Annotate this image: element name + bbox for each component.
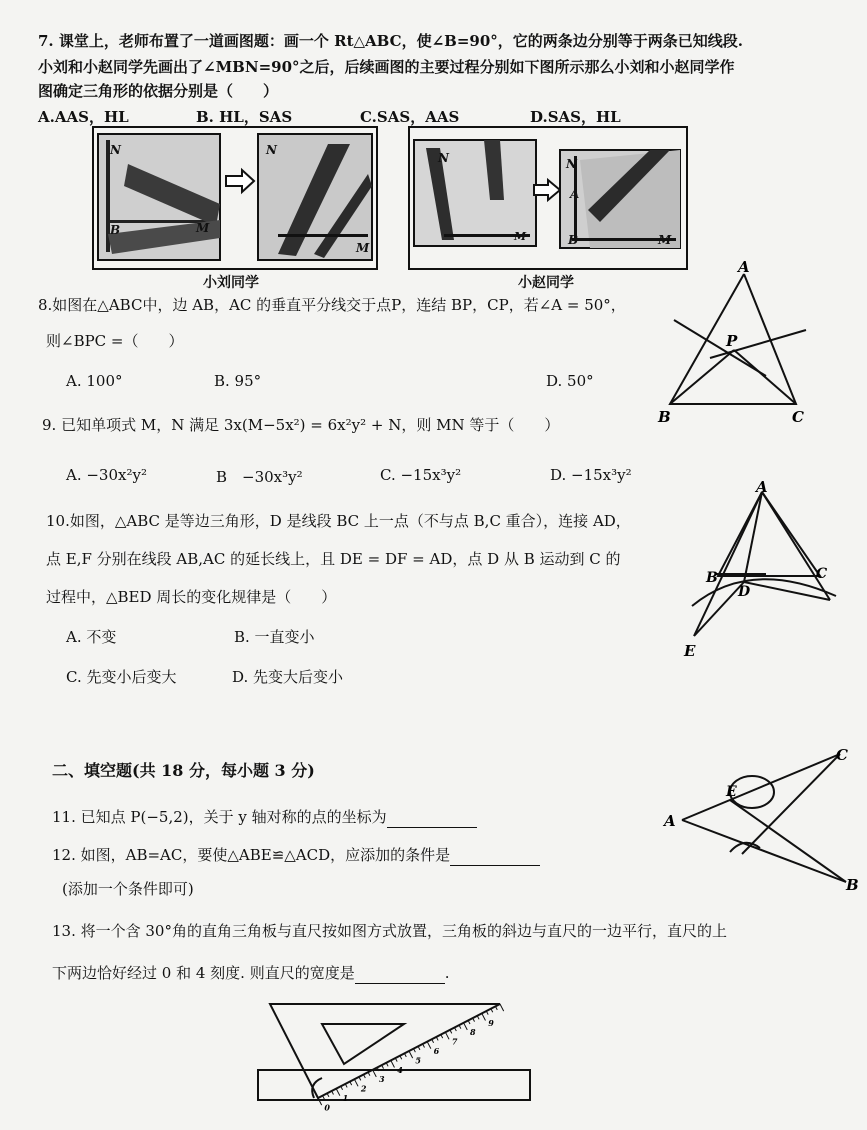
q11-answer-blank[interactable] [387, 813, 477, 828]
q10-option-c: C. 先变小后变大 [66, 668, 177, 686]
ruler-tick-label: 8 [470, 1027, 476, 1038]
photo4-label-m: M [658, 233, 672, 247]
ruler-tick-label: 9 [488, 1017, 494, 1028]
q7-caption-xiaoliu: 小刘同学 [203, 275, 259, 291]
q13-stem-line2 [52, 962, 449, 984]
q7-option-a: A.AAS，HL [38, 108, 129, 126]
photo1-label-m: M [196, 221, 210, 235]
q8-option-a: A. 100° [66, 372, 123, 390]
q7-photo-4 [560, 150, 680, 248]
q12-label-c: C [836, 746, 848, 764]
q8-label-b: B [658, 408, 671, 426]
q9-option-b: B −30x³y² [216, 468, 303, 486]
ruler-tick [500, 1004, 504, 1011]
q7-option-d: D.SAS，HL [530, 108, 621, 126]
ruler-tick-label: 1 [342, 1093, 349, 1104]
q8-label-a: A [738, 258, 750, 276]
ruler-tick [409, 1051, 413, 1058]
q10-option-b: B. 一直变小 [234, 628, 315, 646]
q7-photo-2 [258, 134, 372, 260]
ruler-tick [464, 1023, 468, 1030]
q13-figure-triangle-ruler [256, 994, 536, 1113]
q7-option-c: C.SAS，AAS [360, 108, 460, 126]
q13-answer-blank[interactable] [355, 969, 445, 984]
q8-option-b: B. 95° [214, 372, 262, 390]
photo1-label-n: N [110, 143, 121, 157]
q8-figure-triangle [656, 258, 816, 428]
q7-arrow-right [534, 180, 560, 200]
q7-photo-1 [98, 134, 220, 260]
q11-text: 11. 已知点 P(−5,2)，关于 y 轴对称的点的坐标为 [52, 808, 387, 826]
q10-label-e: E [684, 642, 696, 660]
ruler-tick-label: 6 [433, 1046, 440, 1057]
q7-photo-3 [414, 140, 536, 246]
q8-label-p: P [726, 332, 738, 350]
q12-text: 12. 如图，AB=AC，要使△ABE≌△ACD，应添加的条件是 [52, 846, 451, 864]
ruler-labels [324, 1018, 494, 1113]
ruler-tick-label: 0 [324, 1102, 331, 1113]
photo1-label-b: B [110, 223, 121, 237]
ruler-tick [354, 1079, 358, 1086]
q8-stem-line2: 则∠BPC =（ ） [46, 332, 184, 350]
q7-caption-xiaozhao: 小赵同学 [518, 275, 574, 291]
ruler-tick-label: 3 [379, 1074, 385, 1085]
q10-label-d: D [738, 584, 751, 600]
photo3-label-m: M [514, 230, 527, 243]
q8-label-c: C [792, 408, 804, 426]
ruler-tick [391, 1060, 395, 1067]
photo4-label-n: N [566, 157, 577, 171]
q9-stem-line1: 9. 已知单项式 M，N 满足 3x(M−5x²) = 6x²y² + N，则 MN 等于（ ） [42, 416, 560, 434]
ruler-ticks [318, 1004, 504, 1105]
q10-label-c: C [816, 566, 828, 582]
ruler-tick [427, 1042, 431, 1049]
photo4-label-a: A [570, 187, 580, 201]
q9-option-c: C. −15x³y² [380, 466, 462, 484]
ruler-tick [336, 1089, 340, 1096]
q11-stem [52, 806, 477, 828]
q8-option-d: D. 50° [546, 372, 594, 390]
q10-stem-line1: 10.如图，△ABC 是等边三角形，D 是线段 BC 上一点（不与点 B,C 重合），连接 AD， [46, 512, 631, 530]
section2-title: 二、填空题(共 18 分，每小题 3 分) [52, 761, 315, 780]
q10-option-d: D. 先变大后变小 [232, 668, 344, 686]
ruler-tick [482, 1013, 486, 1020]
ruler-tick [445, 1032, 449, 1039]
q10-option-a: A. 不变 [66, 628, 117, 646]
q9-option-a: A. −30x²y² [66, 466, 147, 484]
q12-answer-blank[interactable] [450, 851, 540, 866]
q12-label-e: E [726, 784, 737, 800]
q12-note: (添加一个条件即可) [62, 880, 194, 898]
q10-label-a: A [756, 478, 768, 496]
q7-option-b: B. HL，SAS [196, 108, 293, 126]
q12-figure [660, 740, 860, 896]
q12-label-b: B [846, 876, 859, 894]
q12-stem [52, 844, 540, 866]
ruler-tick-label: 5 [415, 1055, 422, 1066]
q10-figure-triangle [680, 478, 850, 660]
ruler-tick-label: 2 [360, 1083, 367, 1094]
q7-arrow-left [226, 170, 254, 192]
q10-stem-line2: 点 E,F 分别在线段 AB,AC 的延长线上，且 DE = DF = AD，点 D 从 B 运动到 C 的 [46, 550, 621, 568]
q7-stem-line2: 小刘和小赵同学先画出了∠MBN=90°之后，后续画图的主要过程分别如下图所示那么小刘和小赵同学作 [38, 58, 735, 76]
q12-label-a: A [664, 812, 676, 830]
q10-label-b: B [706, 570, 718, 586]
photo4-label-b: B [568, 233, 579, 247]
q8-stem-line1: 8.如图在△ABC中，边 AB，AC 的垂直平分线交于点P，连结 BP，CP，若∠A = 50°， [38, 296, 626, 314]
q9-option-d: D. −15x³y² [550, 466, 632, 484]
q7-stem-line3: 图确定三角形的依据分别是（ ） [38, 82, 279, 100]
q13-period: . [444, 964, 450, 982]
q7-stem-line1: 7. 课堂上，老师布置了一道画图题：画一个 Rt△ABC，使∠B=90°，它的两条边分别等于两条已知线段. [38, 32, 743, 50]
q10-stem-line3: 过程中，△BED 周长的变化规律是（ ） [46, 588, 337, 606]
ruler-tick-label: 4 [397, 1064, 403, 1075]
q13-text: 下两边恰好经过 0 和 4 刻度. 则直尺的宽度是 [52, 964, 355, 982]
photo3-label-n: N [438, 151, 449, 165]
q13-stem-line1: 13. 将一个含 30°角的直角三角板与直尺按如图方式放置，三角板的斜边与直尺的一边平行，直尺的上 [52, 922, 727, 940]
photo2-label-n: N [266, 143, 277, 157]
photo2-label-m: M [356, 241, 370, 255]
ruler-tick-label: 7 [451, 1036, 458, 1047]
